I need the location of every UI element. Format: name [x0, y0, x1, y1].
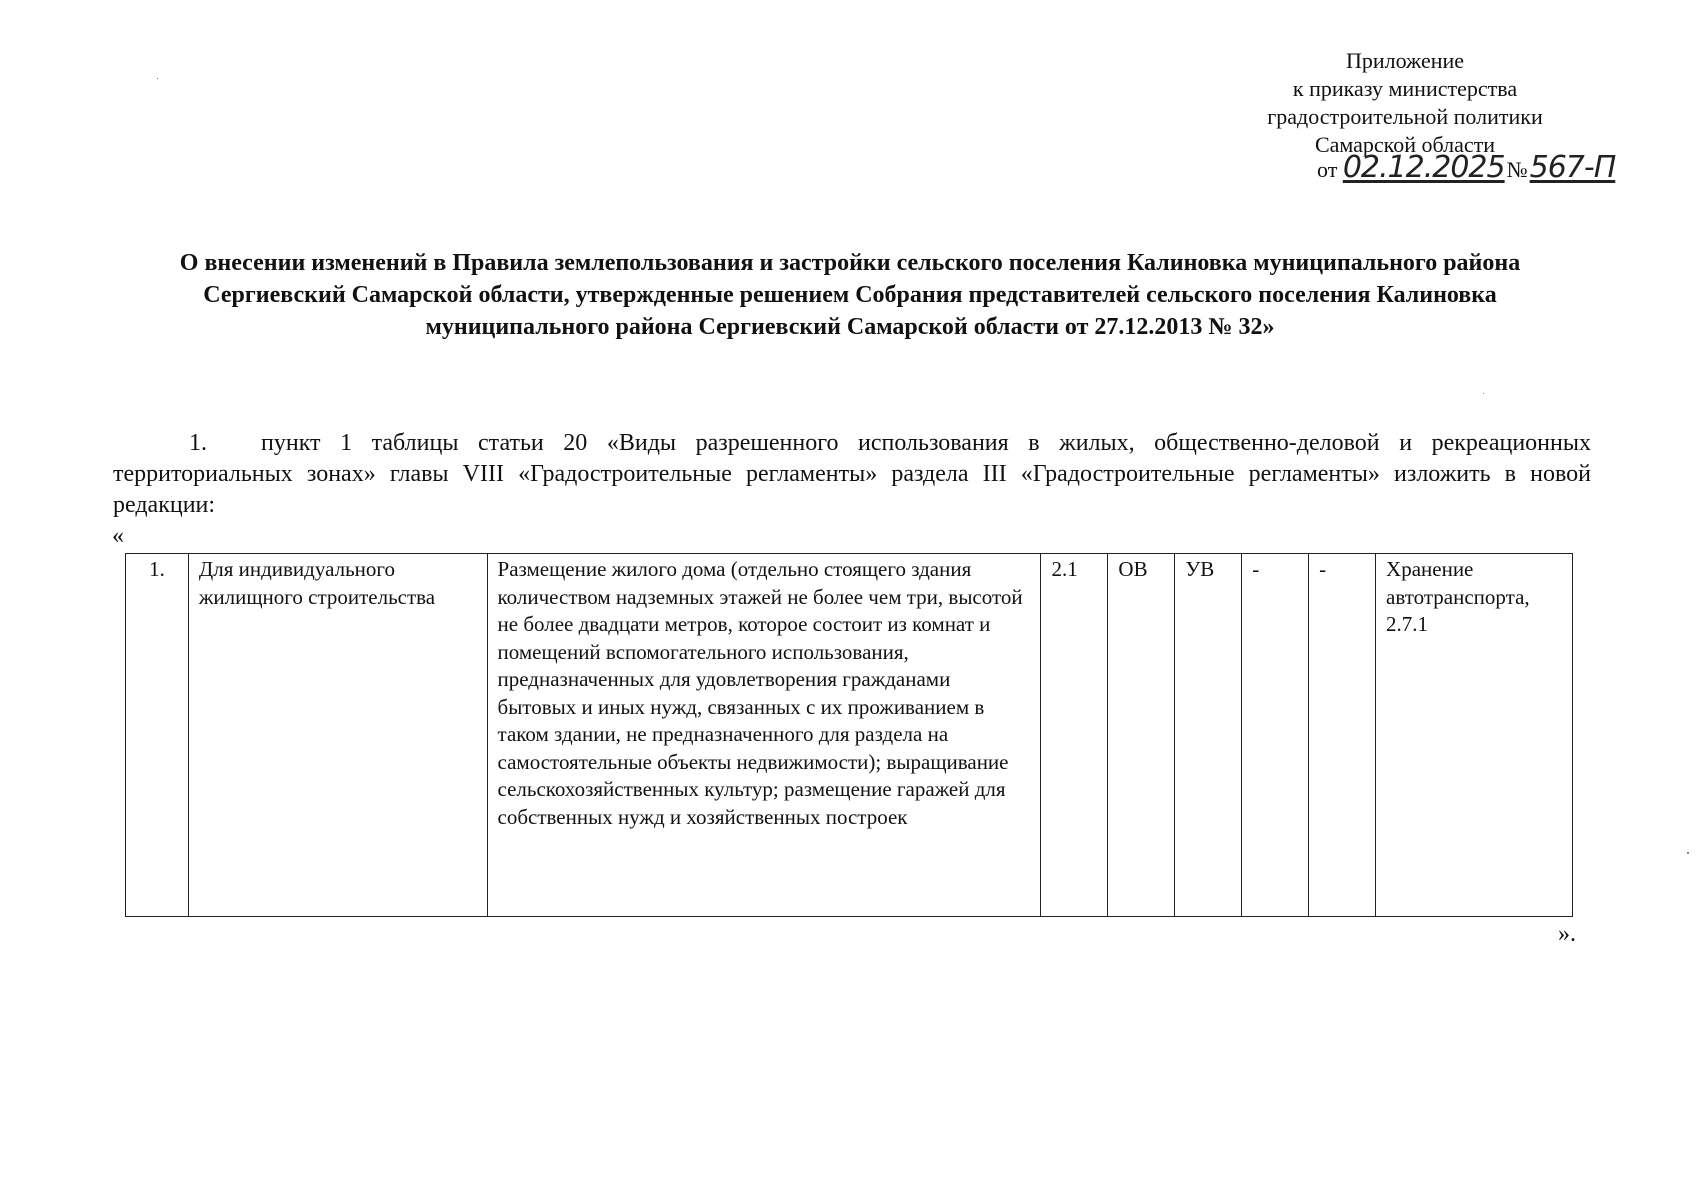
- scan-speck: [1483, 393, 1484, 394]
- appendix-line-4: Самарской области: [1314, 132, 1496, 157]
- table-row: [126, 554, 1573, 917]
- appendix-line-2: к приказу министерства: [1292, 76, 1518, 101]
- paragraph-text: пункт 1 таблицы статьи 20 «Виды разрешенного использования в жилых, общественно-деловой и рекреационных территориальных зонах» главы VIII «Градостроительные регламенты» раздела III «Градостроительные регламенты» изложить в новой редакции:: [113, 430, 1591, 518]
- order-date-handwritten: 02.12.2025: [1342, 150, 1505, 185]
- scan-speck: [1687, 852, 1689, 854]
- scan-speck: [157, 78, 158, 79]
- regulations-table: [125, 553, 1573, 917]
- cell-col6: УВ: [1175, 554, 1242, 917]
- cell-col7: -: [1242, 554, 1309, 917]
- cell-auxiliary-use: Хранение автотранспорта, 2.7.1: [1376, 554, 1573, 917]
- cell-code: 2.1: [1041, 554, 1108, 917]
- cell-col8: -: [1309, 554, 1376, 917]
- amendment-paragraph: [113, 428, 1591, 521]
- cell-description: Размещение жилого дома (отдельно стоящего здания количеством надземных этажей не более чем три, высотой не более двадцати метров, которое состоит из комнат и помещений вспомогательного использования, предназначенных для удовлетворения гражданами бытовых и иных нужд, связанных с их проживанием в таком здании, не предназначенного для раздела на самостоятельные объекты недвижимости); выращивание сельскохозяйственных культур; размещение гаражей для собственных нужд и хозяйственных построек: [487, 554, 1041, 917]
- closing-quote: ».: [1558, 921, 1576, 947]
- opening-quote: «: [112, 523, 124, 549]
- order-prefix: от: [1317, 157, 1338, 182]
- cell-number: 1.: [126, 554, 189, 917]
- paragraph-number: 1.: [189, 430, 207, 456]
- order-number-sign: №: [1506, 157, 1528, 182]
- appendix-line-3: градостроительной политики: [1267, 104, 1543, 129]
- order-number-handwritten: 567-П: [1529, 150, 1616, 185]
- cell-use-name: Для индивидуального жилищного строительства: [188, 554, 487, 917]
- appendix-line-1: Приложение: [1345, 48, 1465, 73]
- order-reference: [1317, 150, 1615, 185]
- document-title: О внесении изменений в Правила землепользования и застройки сельского поселения Калиновка муниципального района Сергиевский Самарской области, утвержденные решением Собрания представителей сельского поселения Калиновка муниципального района Сергиевский Самарской области от 27.12.2013 № 32»: [179, 250, 1521, 340]
- cell-col5: ОВ: [1108, 554, 1175, 917]
- appendix-block: [1240, 47, 1570, 159]
